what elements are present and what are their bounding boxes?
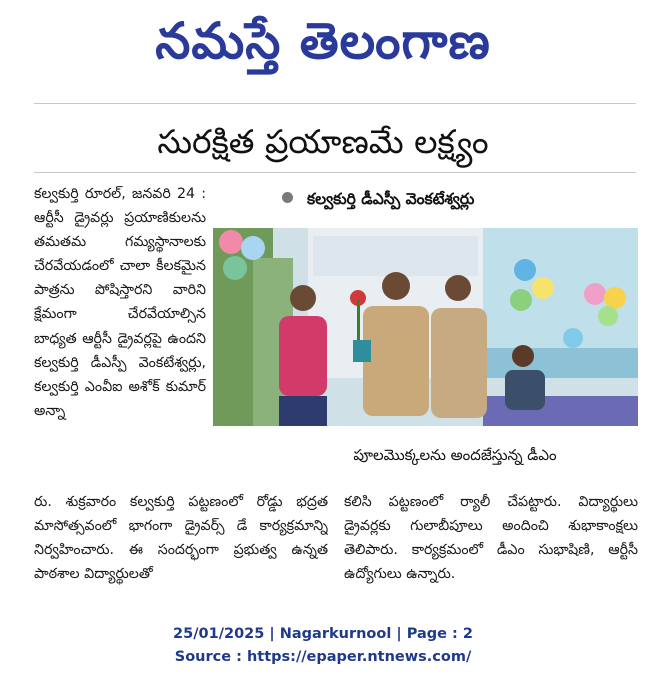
source-link[interactable]: Source : https://epaper.ntnews.com/ — [174, 649, 472, 665]
photo-caption: పూలమొక్కలను అందజేస్తున్న డీఎం — [353, 446, 557, 464]
article-body-column-1-continued — [34, 490, 328, 590]
photo-illustration — [213, 228, 638, 426]
bullet-icon — [282, 192, 293, 203]
article-headline: సురక్షిత ప్రయాణమే లక్ష్యం — [157, 122, 489, 161]
article-paragraph: కల్వకుర్తి రూరల్, జనవరి 24 : ఆర్టీసీ డ్రైవర్లు ప్రయాణికులను తమతమ గమ్యస్థానాలకు చేరవేయడంలో చాలా కీలకమైన పాత్రను పోషిస్తారని వారిని క్షేమంగా చేరవేయాల్సిన బాధ్యత ఆర్టీసీ డ్రైవర్లపై ఉందని కల్వకుర్తి డీఎస్పీ వెంకటేశ్వర్లు, కల్వకుర్తి ఎంవీఐ అశోక్ కుమార్ అన్నా — [34, 186, 206, 419]
article-photo — [213, 228, 638, 426]
subhead-text: కల్వకుర్తి డీఎస్పీ వెంకటేశ్వర్లు — [307, 190, 475, 208]
article-body-column-2 — [344, 490, 638, 590]
edition-meta: 25/01/2025 | Nagarkurnool | Page : 2 — [173, 626, 473, 642]
article-subhead — [282, 184, 612, 214]
newspaper-masthead: నమస్తే తెలంగాణ — [155, 12, 491, 70]
masthead-divider — [34, 103, 636, 104]
article-body-column-1 — [34, 182, 206, 482]
article-paragraph: రు. శుక్రవారం కల్వకుర్తి పట్టణంలో రోడ్డు భద్రత మాసోత్సవంలో భాగంగా డ్రైవర్స్ డే కార్యక్రమాన్ని నిర్వహించారు. ఈ సందర్భంగా ప్రభుత్వ ఉన్నత పాఠశాల విద్యార్థులతో — [34, 494, 328, 583]
headline-divider — [34, 172, 636, 173]
article-paragraph: కలిసి పట్టణంలో ర్యాలీ చేపట్టారు. విద్యార్థులు డ్రైవర్లకు గులాబీపూలు అందించి శుభాకాంక్షలు తెలిపారు. కార్యక్రమంలో డీఎం సుభాషిణి, ఆర్టీసీ ఉద్యోగులు ఉన్నారు. — [344, 494, 638, 583]
